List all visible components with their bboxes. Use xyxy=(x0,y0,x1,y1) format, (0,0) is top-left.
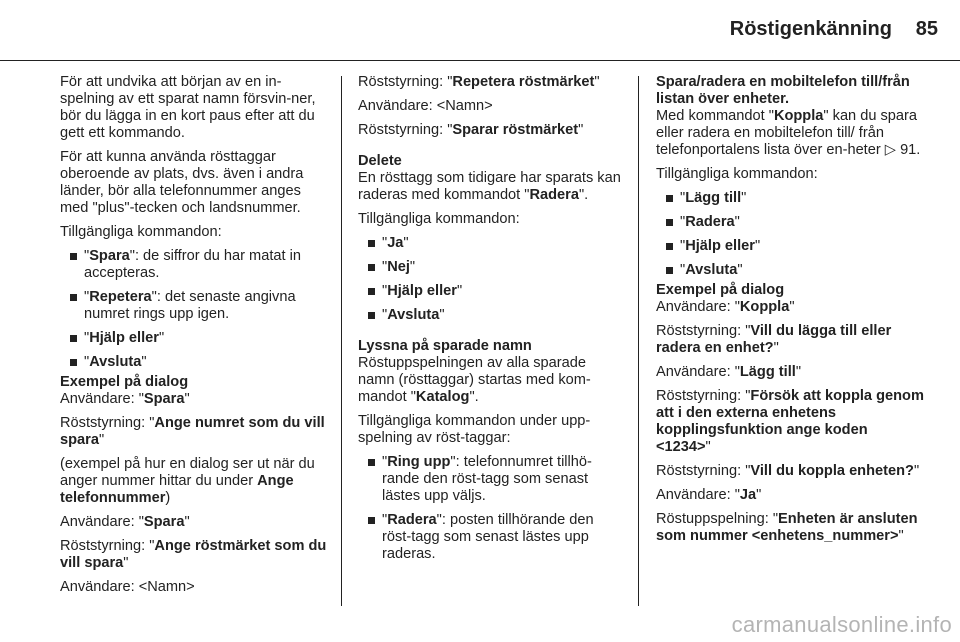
dialog-line: Användare: <Namn> xyxy=(60,579,195,595)
list-item: "Hjälp eller" xyxy=(656,238,926,255)
page-number: 85 xyxy=(915,18,938,40)
list-item: "Radera": posten tillhörande den röst-tagg som senast lästes upp raderas. xyxy=(358,512,626,563)
commands-label: Tillgängliga kommandon: xyxy=(60,224,222,240)
dialog-line: Röststyrning: "Ange numret som du vill spara" xyxy=(60,415,325,448)
page-reference: 91. xyxy=(900,142,921,158)
pairing-heading: Spara/radera en mobiltelefon till/från listan över enheter. xyxy=(656,74,910,107)
dialog-note: (exempel på hur en dialog ser ut när du anger nummer hittar du under Ange telefonnummer) xyxy=(60,456,315,506)
dialog-line: Röststyrning: "Vill du koppla enheten?" xyxy=(656,463,920,479)
column-divider-2 xyxy=(638,76,639,606)
dialog-line: Användare: "Spara" xyxy=(60,391,190,407)
dialog-line: Användare: "Spara" xyxy=(60,514,190,530)
page-header-title: Röstigenkänning xyxy=(729,18,892,40)
dialog-line: Röststyrning: "Försök att koppla genom att i den externa enhetens kopplingsfunktion ange koden <1234>" xyxy=(656,388,924,455)
column-2 xyxy=(358,74,626,570)
dialog-line: Användare: "Koppla" xyxy=(656,299,795,315)
dialog-line: Röststyrning: "Vill du lägga till eller radera en enhet?" xyxy=(656,323,892,356)
list-item: "Avsluta" xyxy=(60,354,330,371)
delete-paragraph: En rösttagg som tidigare har sparats kan raderas med kommandot "Radera". xyxy=(358,170,621,203)
dialog-line: Röststyrning: "Repetera röstmärket" xyxy=(358,74,600,90)
dialog-line: Röststyrning: "Ange röstmärket som du vill spara" xyxy=(60,538,327,571)
listen-heading: Lyssna på sparade namn xyxy=(358,338,532,354)
list-item: "Repetera": det senaste angivna numret rings upp igen. xyxy=(60,289,330,323)
list-item: "Nej" xyxy=(358,259,626,276)
list-item: "Hjälp eller" xyxy=(60,330,330,347)
list-item: "Radera" xyxy=(656,214,926,231)
header-divider xyxy=(0,60,960,61)
site-watermark: carmanualsonline.info xyxy=(731,612,952,637)
list-item: "Ring upp": telefonnumret tillhö-rande den röst-tagg som senast lästes upp väljs. xyxy=(358,454,626,505)
column-3 xyxy=(656,74,926,552)
delete-heading: Delete xyxy=(358,153,402,169)
playback-commands-label: Tillgängliga kommandon under upp-spelning av röst-taggar: xyxy=(358,413,591,446)
dialog-line: Användare: "Lägg till" xyxy=(656,364,802,380)
column-divider-1 xyxy=(341,76,342,606)
list-item: "Ja" xyxy=(358,235,626,252)
paragraph-plus-sign: För att kunna använda rösttaggar oberoende av plats, dvs. även i andra länder, bör alla telefonnummer anges med "plus"-tecken och landsnummer. xyxy=(60,149,304,216)
dialog-line: Användare: <Namn> xyxy=(358,98,493,114)
list-item: "Lägg till" xyxy=(656,190,926,207)
example-dialog-heading: Exempel på dialog xyxy=(656,282,785,298)
list-item: "Spara": de siffror du har matat in accepteras. xyxy=(60,248,330,282)
list-item: "Avsluta" xyxy=(358,307,626,324)
paragraph-pause: För att undvika att början av en in-spelning av ett sparat namn försvin-ner, bör du lägga in en kort paus efter att du gett ett kommando. xyxy=(60,74,316,141)
listen-paragraph: Röstuppspelningen av alla sparade namn (rösttaggar) startas med kom-mandot "Katalog". xyxy=(358,355,591,405)
commands-label: Tillgängliga kommandon: xyxy=(358,211,520,227)
dialog-line: Röststyrning: "Sparar röstmärket" xyxy=(358,122,584,138)
dialog-line: Användare: "Ja" xyxy=(656,487,762,503)
list-item: "Avsluta" xyxy=(656,262,926,279)
pairing-paragraph: Med kommandot "Koppla" kan du spara eller radera en mobiltelefon till/ från telefonportalens lista över en-heter ▷ 91. xyxy=(656,108,921,158)
commands-label: Tillgängliga kommandon: xyxy=(656,166,818,182)
column-1 xyxy=(60,74,330,603)
dialog-line: Röstuppspelning: "Enheten är ansluten som nummer <enhetens_nummer>" xyxy=(656,511,918,544)
example-dialog-heading: Exempel på dialog xyxy=(60,374,189,390)
list-item: "Hjälp eller" xyxy=(358,283,626,300)
page-ref-icon: ▷ xyxy=(884,142,901,158)
